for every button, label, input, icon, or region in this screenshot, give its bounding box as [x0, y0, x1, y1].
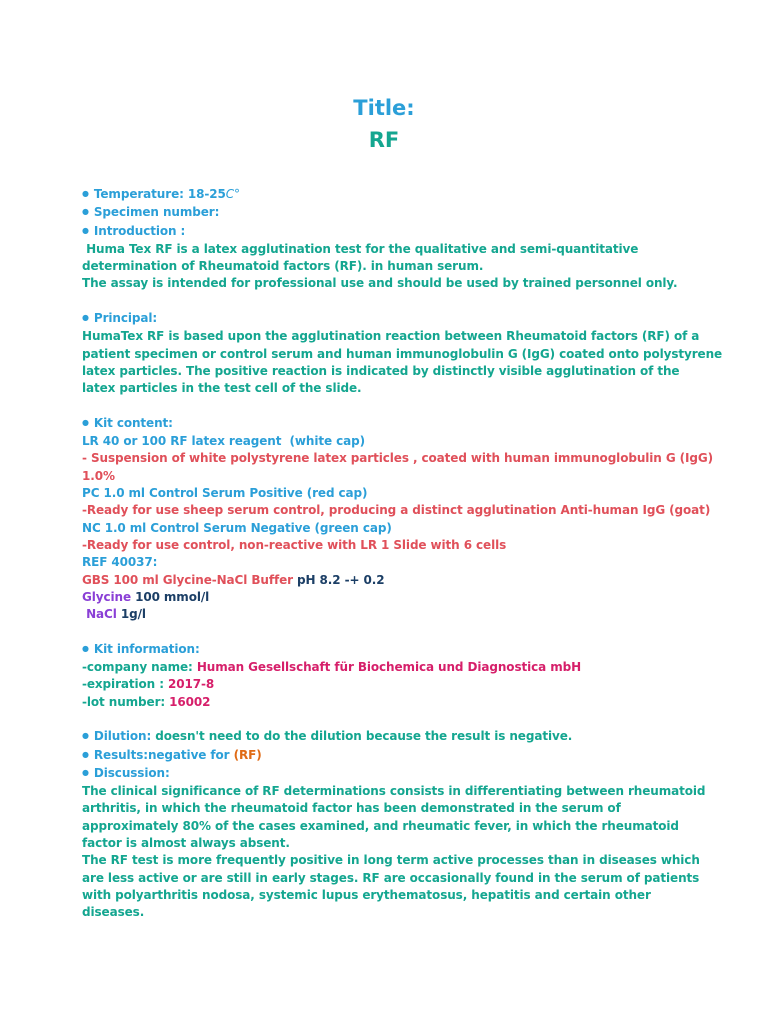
kit-expiration-value: 2017-8: [167, 677, 215, 692]
kit-pc-desc: -Ready for use sheep serum control, producing a distinct agglutination Anti-human IgG (goat): [82, 503, 711, 518]
kit-lr-desc: - Suspension of white polystyrene latex particles , coated with human immunoglobulin G (IgG): [82, 451, 714, 466]
temperature-label: Temperature: 18-25: [93, 187, 226, 201]
dilution-label: Dilution:: [93, 729, 156, 744]
kit-ref: REF 40037:: [82, 555, 158, 570]
kit-glycine-label: Glycine: [82, 589, 131, 604]
spacer: [82, 293, 694, 310]
kit-information-label: Kit information:: [93, 641, 200, 656]
dilution-value: doesn't need to do the dilution because the result is negative.: [155, 729, 573, 744]
dilution-item: [82, 728, 694, 746]
kit-expiration: [82, 676, 694, 693]
kit-content-heading: [82, 415, 694, 433]
kit-glycine-value: 100 mmol/l: [131, 589, 210, 604]
discussion-line: The clinical significance of RF determinations consists in differentiating between rheumatoid: [82, 784, 706, 799]
introduction-line: The assay is intended for professional use and should be used by trained personnel only.: [82, 276, 678, 291]
kit-information-heading: [82, 641, 694, 659]
kit-lot-label: -lot number:: [82, 694, 170, 709]
discussion-line: approximately 80% of the cases examined, and rheumatic fever, in which the rheumatoid: [82, 818, 679, 833]
kit-nacl-value: 1g/l: [116, 607, 146, 622]
kit-lot: [82, 694, 694, 711]
discussion-line: are less active or are still in early stages. RF are occasionally found in the serum of patients: [82, 870, 700, 885]
kit-gbs: [82, 572, 694, 589]
discussion-heading: [82, 765, 694, 783]
temperature-item: [82, 186, 694, 204]
title-block: [0, 92, 768, 156]
kit-nacl: [82, 606, 694, 623]
kit-nc: NC 1.0 ml Control Serum Negative (green cap): [82, 520, 392, 535]
spacer: [82, 398, 694, 415]
kit-lr: LR 40 or 100 RF latex reagent (white cap): [82, 434, 366, 449]
kit-nacl-label: NaCl: [82, 607, 117, 622]
kit-gbs-ph: pH 8.2 -+ 0.2: [292, 572, 385, 587]
kit-company: [82, 659, 694, 676]
title-value: RF: [368, 128, 400, 152]
discussion-line: arthritis, in which the rheumatoid factor has been demonstrated in the serum of: [82, 801, 621, 816]
principal-line: patient specimen or control serum and human immunoglobulin G (IgG) coated onto polystyrene: [82, 346, 723, 361]
specimen-label: Specimen number:: [93, 205, 220, 220]
discussion-line: diseases.: [82, 905, 145, 920]
spacer: [82, 623, 694, 640]
spacer: [82, 711, 694, 728]
discussion-label: Discussion:: [93, 765, 170, 780]
principal-line: HumaTex RF is based upon the agglutination reaction between Rheumatoid factors (RF) of a: [82, 329, 700, 344]
principal-heading: [82, 310, 694, 328]
kit-pc: PC 1.0 ml Control Serum Positive (red cap): [82, 486, 368, 501]
title-label: Title:: [353, 96, 415, 120]
principal-line: latex particles in the test cell of the slide.: [82, 381, 362, 396]
kit-company-label: -company name:: [82, 660, 197, 675]
results-item: [82, 747, 694, 765]
discussion-line: factor is almost always absent.: [82, 835, 290, 850]
kit-glycine: [82, 589, 694, 606]
temperature-unit: C°: [225, 187, 240, 201]
introduction-heading: [82, 223, 694, 241]
specimen-item: [82, 204, 694, 222]
kit-company-value: Human Gesellschaft für Biochemica und Diagnostica mbH: [196, 660, 582, 675]
kit-content-label: Kit content:: [93, 415, 173, 430]
kit-gbs-label: GBS 100 ml Glycine-NaCl Buffer: [82, 572, 293, 587]
results-label: Results:negative for: [93, 747, 234, 762]
kit-lot-value: 16002: [169, 694, 211, 709]
principal-label: Principal:: [93, 311, 158, 326]
kit-nc-desc: -Ready for use control, non-reactive with LR 1 Slide with 6 cells: [82, 537, 507, 552]
introduction-label: Introduction :: [93, 223, 186, 238]
introduction-line: Huma Tex RF is a latex agglutination test for the qualitative and semi-quantitative: [82, 241, 639, 256]
discussion-line: The RF test is more frequently positive in long term active processes than in diseases which: [82, 853, 700, 868]
principal-line: latex particles. The positive reaction is indicated by distinctly visible agglutination of the: [82, 363, 680, 378]
discussion-line: with polyarthritis nodosa, systemic lupus erythematosus, hepatitis and certain other: [82, 887, 651, 902]
introduction-line: determination of Rheumatoid factors (RF). in human serum.: [82, 259, 484, 274]
kit-lr-desc: 1.0%: [82, 468, 115, 483]
notes-body: [82, 186, 723, 921]
kit-expiration-label: -expiration :: [82, 677, 168, 692]
results-value: (RF): [233, 747, 262, 762]
